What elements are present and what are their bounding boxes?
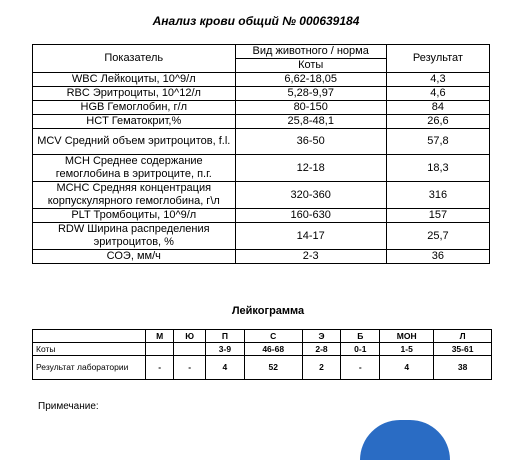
leukogram-column-header: Б — [341, 330, 380, 343]
row-norm: 320-360 — [235, 182, 386, 209]
table-row — [33, 250, 490, 264]
leukogram-column-header: П — [206, 330, 245, 343]
leukogram-norm-cell: 35-61 — [434, 343, 492, 356]
row-result: 25,7 — [386, 223, 489, 250]
row-indicator: RDW Ширина распределения эритроцитов, % — [33, 223, 236, 250]
leukogram-column-header: С — [244, 330, 302, 343]
row-result: 57,8 — [386, 129, 489, 155]
row-result: 316 — [386, 182, 489, 209]
header-indicator: Показатель — [33, 45, 236, 73]
row-result: 26,6 — [386, 115, 489, 129]
table-row — [33, 87, 490, 101]
leukogram-norm-cell: 1-5 — [380, 343, 434, 356]
leukogram-norm-cell: 46-68 — [244, 343, 302, 356]
leukogram-column-header: М — [146, 330, 174, 343]
row-result: 84 — [386, 101, 489, 115]
row-norm: 6,62-18,05 — [235, 73, 386, 87]
table-row — [33, 223, 490, 250]
row-norm: 160-630 — [235, 209, 386, 223]
blood-analysis-table — [32, 44, 490, 264]
row-indicator: MCV Средний объем эритроцитов, f.l. — [33, 129, 236, 155]
leukogram-norm-cell: 3-9 — [206, 343, 245, 356]
row-indicator: PLT Тромбоциты, 10^9/л — [33, 209, 236, 223]
leukogram-result-cell: - — [341, 356, 380, 380]
leukogram-norm-cell: 0-1 — [341, 343, 380, 356]
row-norm: 14-17 — [235, 223, 386, 250]
table-row — [33, 115, 490, 129]
page-title: Анализ крови общий № 000639184 — [152, 14, 360, 28]
leukogram-result-cell: 2 — [302, 356, 341, 380]
leukogram-corner-cell — [33, 330, 146, 343]
row-result: 157 — [386, 209, 489, 223]
note-label: Примечание: — [38, 401, 99, 412]
header-species-norm: Вид животного / норма — [235, 45, 386, 59]
leukogram-column-header: МОН — [380, 330, 434, 343]
leukogram-result-cell: 4 — [206, 356, 245, 380]
row-result: 4,3 — [386, 73, 489, 87]
leukogram-result-cell: - — [146, 356, 174, 380]
leukogram-norm-cell: 2-8 — [302, 343, 341, 356]
leukogram-title: Лейкограмма — [231, 305, 305, 317]
leukogram-norm-cell — [174, 343, 206, 356]
row-norm: 36-50 — [235, 129, 386, 155]
row-indicator: СОЭ, мм/ч — [33, 250, 236, 264]
leukogram-result-cell: - — [174, 356, 206, 380]
row-indicator: WBC Лейкоциты, 10^9/л — [33, 73, 236, 87]
row-norm: 12-18 — [235, 155, 386, 182]
row-indicator: MCHC Средняя концентрация корпускулярного гемоглобина, г\л — [33, 182, 236, 209]
leukogram-result-label: Результат лаборатории — [33, 356, 146, 380]
table-row — [33, 155, 490, 182]
row-indicator: RBC Эритроциты, 10^12/л — [33, 87, 236, 101]
table-row — [33, 101, 490, 115]
leukogram-column-header: Ю — [174, 330, 206, 343]
logo — [360, 420, 450, 460]
header-species: Коты — [235, 59, 386, 73]
row-indicator: HGB Гемоглобин, г/л — [33, 101, 236, 115]
leukogram-norm-label: Коты — [33, 343, 146, 356]
row-norm: 80-150 — [235, 101, 386, 115]
table-row — [33, 209, 490, 223]
row-norm: 2-3 — [235, 250, 386, 264]
row-result: 4,6 — [386, 87, 489, 101]
row-result: 36 — [386, 250, 489, 264]
table-row — [33, 73, 490, 87]
leukogram-column-header: Э — [302, 330, 341, 343]
table-row — [33, 182, 490, 209]
leukogram-norm-cell — [146, 343, 174, 356]
leukogram-column-header: Л — [434, 330, 492, 343]
row-norm: 25,8-48,1 — [235, 115, 386, 129]
leukogram-result-cell: 38 — [434, 356, 492, 380]
row-result: 18,3 — [386, 155, 489, 182]
leukogram-result-cell: 52 — [244, 356, 302, 380]
row-norm: 5,28-9,97 — [235, 87, 386, 101]
leukogram-result-cell: 4 — [380, 356, 434, 380]
row-indicator: MCH Среднее содержание гемоглобина в эритроците, п.г. — [33, 155, 236, 182]
header-result: Результат — [386, 45, 489, 73]
row-indicator: HCT Гематокрит,% — [33, 115, 236, 129]
table-row — [33, 129, 490, 155]
leukogram-table — [32, 329, 492, 380]
